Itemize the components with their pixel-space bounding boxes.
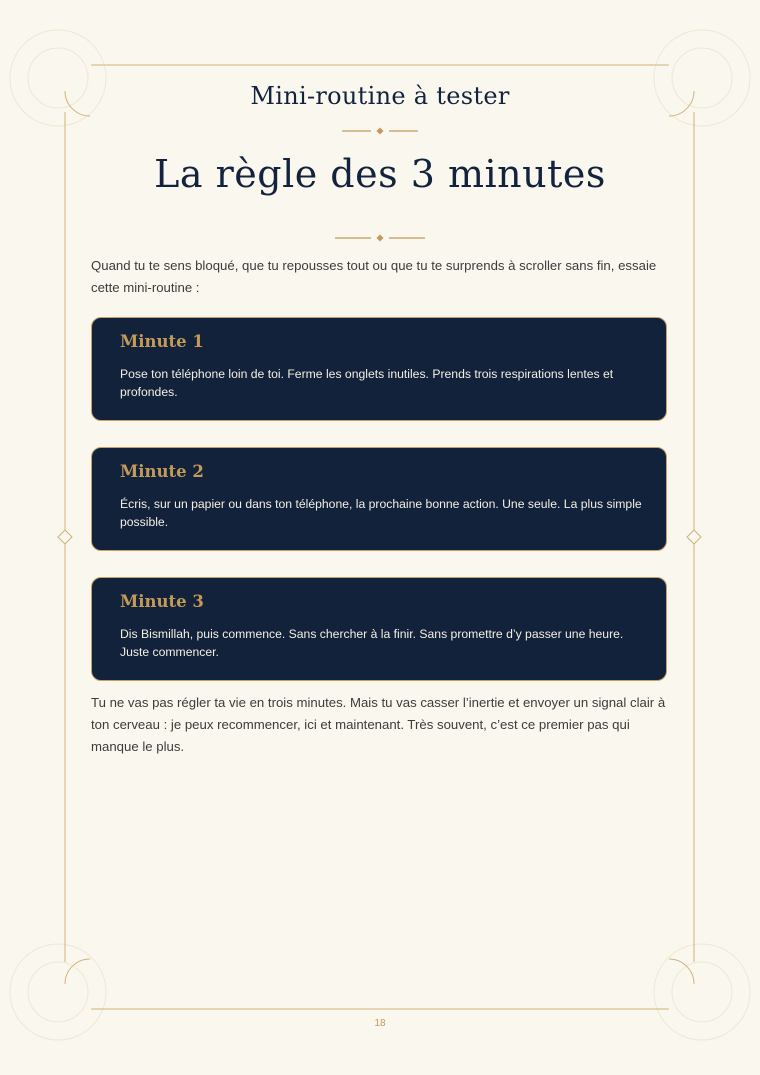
section-kicker: Mini-routine à tester	[250, 82, 510, 110]
intro-paragraph: Quand tu te sens bloqué, que tu repousses tout ou que tu te surprends à scroller sans fin, essaie cette mini-routine :	[91, 258, 657, 295]
step-card-minute-3	[91, 577, 667, 681]
step-card-minute-2	[91, 447, 667, 551]
step-body: Dis Bismillah, puis commence. Sans chercher à la finir. Sans promettre d’y passer une heure. Juste commencer.	[120, 627, 624, 659]
step-card-minute-1	[91, 317, 667, 421]
page-number: 18	[374, 1018, 386, 1029]
step-title: Minute 3	[120, 592, 204, 611]
closing-paragraph: Tu ne vas pas régler ta vie en trois minutes. Mais tu vas casser l’inertie et envoyer un signal clair à ton cerveau : je peux recommencer, ici et maintenant. Très souvent, c’est ce premier pas qui manque le plus.	[91, 695, 666, 754]
step-title: Minute 1	[120, 332, 204, 351]
title-divider-top	[0, 126, 760, 136]
title-divider-bottom	[0, 233, 760, 243]
step-title: Minute 2	[120, 462, 204, 481]
step-body: Écris, sur un papier ou dans ton téléphone, la prochaine bonne action. Une seule. La plus simple possible.	[120, 497, 642, 529]
step-body: Pose ton téléphone loin de toi. Ferme les onglets inutiles. Prends trois respirations lentes et profondes.	[120, 367, 614, 399]
page-title: La règle des 3 minutes	[154, 152, 606, 196]
